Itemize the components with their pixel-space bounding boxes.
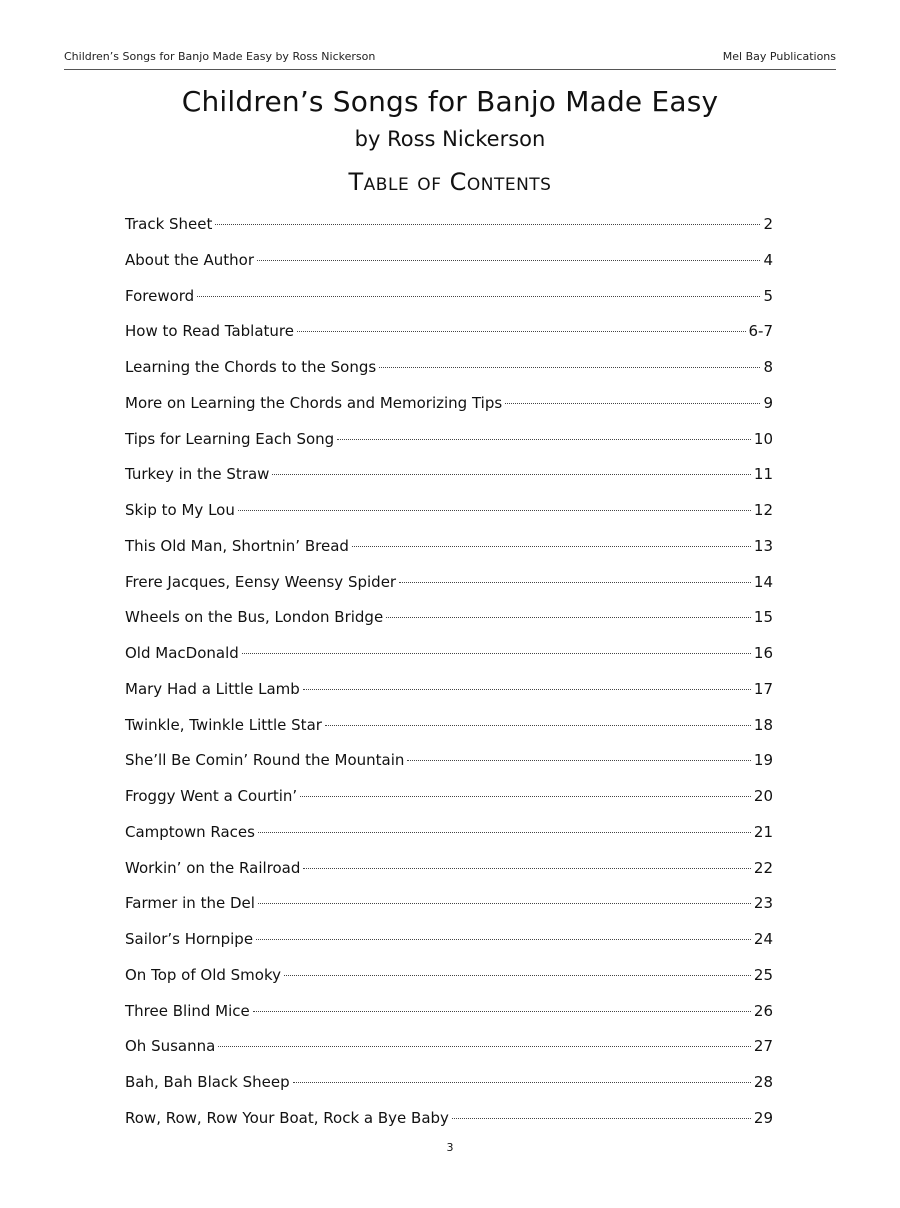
toc-entry[interactable] xyxy=(125,746,773,782)
toc-entry[interactable] xyxy=(125,1032,773,1068)
toc-entry-page: 15 xyxy=(753,608,773,627)
toc-entry-page: 6-7 xyxy=(748,322,773,341)
header-divider xyxy=(64,69,836,70)
toc-entry[interactable] xyxy=(125,639,773,675)
toc-entry-page: 12 xyxy=(753,501,773,519)
toc-entry-title: Wheels on the Bus, London Bridge xyxy=(125,608,384,627)
toc-dot-leader xyxy=(399,582,751,583)
toc-dot-leader xyxy=(218,1046,751,1047)
toc-entry-title: Workin’ on the Railroad xyxy=(125,858,301,877)
toc-entry-title: Old MacDonald xyxy=(125,644,239,662)
toc-entry-title: Turkey in the Straw xyxy=(125,465,270,484)
toc-entry-page: 28 xyxy=(753,1073,773,1091)
toc-entry-title: On Top of Old Smoky xyxy=(125,965,281,984)
toc-entry-page: 23 xyxy=(753,894,773,913)
toc-entry-page: 25 xyxy=(753,965,773,984)
title-block xyxy=(0,82,900,204)
toc-entry-title: Row, Row, Row Your Boat, Rock a Bye Baby xyxy=(125,1108,449,1127)
toc-entry-page: 26 xyxy=(753,1001,773,1020)
toc-dot-leader xyxy=(256,939,751,940)
toc-entry[interactable] xyxy=(125,711,773,747)
toc-entry[interactable] xyxy=(125,389,773,425)
toc-dot-leader xyxy=(300,796,751,797)
toc-entry-title: Tips for Learning Each Song xyxy=(125,429,335,448)
toc-entry-title: How to Read Tablature xyxy=(125,322,294,341)
header-publisher: Mel Bay Publications xyxy=(722,50,836,63)
toc-entry[interactable] xyxy=(125,1104,773,1140)
toc-entry[interactable] xyxy=(125,460,773,496)
toc-entry[interactable] xyxy=(125,854,773,890)
toc-entry-title: Foreword xyxy=(125,286,195,305)
toc-dot-leader xyxy=(253,1011,751,1012)
toc-entry[interactable] xyxy=(125,997,773,1033)
toc-entry-title: Skip to My Lou xyxy=(125,501,235,519)
toc-entry[interactable] xyxy=(125,353,773,389)
toc-entry-title: About the Author xyxy=(125,250,255,269)
toc-entry-title: Track Sheet xyxy=(125,215,213,233)
toc-entry-title: Sailor’s Hornpipe xyxy=(125,930,254,948)
toc-entry-page: 14 xyxy=(753,572,773,591)
toc-dot-leader xyxy=(258,903,751,904)
page-author: by Ross Nickerson xyxy=(354,127,546,151)
toc-dot-leader xyxy=(407,760,751,761)
toc-entry[interactable] xyxy=(125,603,773,639)
toc-entry-title: Frere Jacques, Eensy Weensy Spider xyxy=(125,572,397,591)
toc-entry-page: 24 xyxy=(753,930,773,948)
toc-entry-page: 2 xyxy=(763,215,773,233)
toc-dot-leader xyxy=(293,1082,751,1083)
toc-entry[interactable] xyxy=(125,532,773,568)
toc-entry-page: 13 xyxy=(753,536,773,555)
toc-entry-title: Bah, Bah Black Sheep xyxy=(125,1073,290,1091)
toc-entry-page: 20 xyxy=(753,787,773,805)
toc-entry-page: 22 xyxy=(753,858,773,877)
toc-entry[interactable] xyxy=(125,246,773,282)
toc-entry[interactable] xyxy=(125,425,773,461)
toc-entry[interactable] xyxy=(125,317,773,353)
toc-dot-leader xyxy=(303,689,751,690)
toc-entry-title: Mary Had a Little Lamb xyxy=(125,679,300,698)
toc-heading: Table of Contents xyxy=(348,168,552,196)
toc-entry-page: 27 xyxy=(753,1037,773,1056)
toc-entry-title: She’ll Be Comin’ Round the Mountain xyxy=(125,751,405,770)
toc-entry[interactable] xyxy=(125,1068,773,1104)
toc-entry-title: Twinkle, Twinkle Little Star xyxy=(125,715,322,734)
toc-entry[interactable] xyxy=(125,818,773,854)
toc-entry-title: More on Learning the Chords and Memorizing Tips xyxy=(125,393,503,412)
toc-entry[interactable] xyxy=(125,782,773,818)
toc-dot-leader xyxy=(337,439,751,440)
toc-dot-leader xyxy=(257,260,760,261)
header-book-title: Children’s Songs for Banjo Made Easy by Ross Nickerson xyxy=(64,50,376,63)
toc-dot-leader xyxy=(325,725,751,726)
toc-list xyxy=(125,210,773,1140)
page-number: 3 xyxy=(446,1141,454,1154)
toc-entry[interactable] xyxy=(125,675,773,711)
toc-entry[interactable] xyxy=(125,210,773,246)
toc-entry[interactable] xyxy=(125,496,773,532)
toc-entry[interactable] xyxy=(125,925,773,961)
page-title: Children’s Songs for Banjo Made Easy xyxy=(181,85,719,118)
toc-dot-leader xyxy=(297,331,746,332)
toc-entry[interactable] xyxy=(125,568,773,604)
toc-entry-title: Farmer in the Del xyxy=(125,894,255,913)
toc-entry-page: 8 xyxy=(763,358,773,376)
toc-entry-page: 11 xyxy=(753,465,773,484)
toc-dot-leader xyxy=(258,832,751,833)
toc-entry-page: 16 xyxy=(753,644,773,662)
toc-dot-leader xyxy=(452,1118,751,1119)
toc-dot-leader xyxy=(238,510,751,511)
toc-dot-leader xyxy=(379,367,760,368)
toc-entry-page: 18 xyxy=(753,715,773,734)
toc-entry-page: 17 xyxy=(753,679,773,698)
toc-entry-page: 9 xyxy=(763,393,773,412)
toc-dot-leader xyxy=(215,224,760,225)
toc-dot-leader xyxy=(303,868,751,869)
toc-entry-title: This Old Man, Shortnin’ Bread xyxy=(125,536,349,555)
toc-entry-title: Camptown Races xyxy=(125,822,255,841)
toc-dot-leader xyxy=(505,403,760,404)
toc-entry-page: 4 xyxy=(763,250,773,269)
toc-dot-leader xyxy=(352,546,751,547)
toc-dot-leader xyxy=(197,296,760,297)
toc-entry-title: Learning the Chords to the Songs xyxy=(125,358,377,376)
toc-entry[interactable] xyxy=(125,282,773,318)
toc-dot-leader xyxy=(272,474,750,475)
toc-entry[interactable] xyxy=(125,889,773,925)
toc-dot-leader xyxy=(242,653,751,654)
toc-dot-leader xyxy=(386,617,751,618)
toc-entry-page: 19 xyxy=(753,751,773,770)
toc-entry-title: Froggy Went a Courtin’ xyxy=(125,787,298,805)
running-header xyxy=(64,50,836,66)
toc-entry-page: 21 xyxy=(753,822,773,841)
toc-entry-title: Three Blind Mice xyxy=(125,1001,250,1020)
toc-entry-title: Oh Susanna xyxy=(125,1037,216,1056)
toc-entry[interactable] xyxy=(125,961,773,997)
toc-entry-page: 5 xyxy=(763,286,773,305)
toc-entry-page: 29 xyxy=(753,1108,773,1127)
toc-dot-leader xyxy=(284,975,751,976)
toc-entry-page: 10 xyxy=(753,429,773,448)
